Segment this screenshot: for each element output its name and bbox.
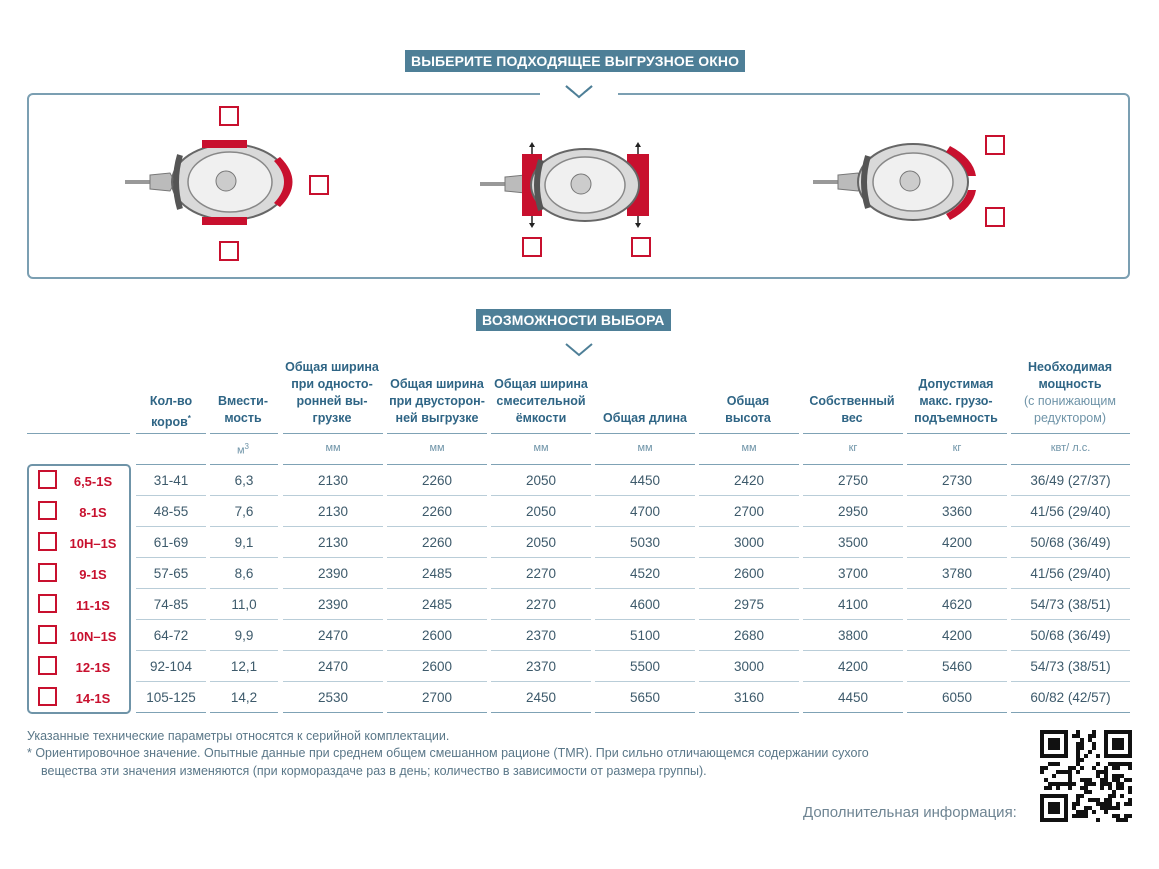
table-cell: 54/73 (38/51): [1030, 659, 1111, 674]
header-divider: [595, 433, 695, 434]
header-weight: Собственный вес: [809, 394, 895, 425]
unit-kg: кг: [952, 442, 962, 454]
table-cell: 2130: [317, 504, 349, 519]
row-divider: [136, 619, 206, 620]
row-divider: [210, 712, 278, 713]
option-checkbox[interactable]: [631, 237, 651, 257]
table-cell: 7,6: [234, 504, 254, 519]
row-divider: [283, 495, 383, 496]
table-cell: 2050: [525, 473, 557, 488]
row-divider: [699, 588, 799, 589]
row-divider: [283, 588, 383, 589]
row-divider: [491, 557, 591, 558]
model-name: 12-1S: [75, 660, 111, 675]
option-checkbox[interactable]: [219, 106, 239, 126]
table-cell: 2600: [421, 628, 453, 643]
units-divider: [803, 464, 903, 465]
table-cell: 3800: [837, 628, 869, 643]
table-cell: 3360: [941, 504, 973, 519]
row-divider: [1011, 526, 1130, 527]
model-checkbox[interactable]: [38, 470, 57, 489]
header-length: Общая длина: [603, 411, 687, 425]
row-divider: [595, 650, 695, 651]
mixer-topview-front-corners-icon: [808, 138, 983, 228]
table-cell: 2270: [525, 566, 557, 581]
row-divider: [1011, 619, 1130, 620]
chevron-down-icon: [564, 84, 594, 100]
row-divider: [491, 526, 591, 527]
table-cell: 2470: [317, 659, 349, 674]
row-divider: [907, 712, 1007, 713]
table-cell: 8,6: [234, 566, 254, 581]
header-divider: [283, 433, 383, 434]
row-divider: [699, 619, 799, 620]
units-divider: [283, 464, 383, 465]
row-divider: [387, 495, 487, 496]
table-cell: 48-55: [153, 504, 189, 519]
table-cell: 2530: [317, 690, 349, 705]
table-cell: 36/49 (27/37): [1030, 473, 1111, 488]
option-checkbox[interactable]: [522, 237, 542, 257]
table-cell: 9,1: [234, 535, 254, 550]
table-cell: 2260: [421, 535, 453, 550]
table-cell: 5650: [629, 690, 661, 705]
row-divider: [136, 681, 206, 682]
row-divider: [283, 619, 383, 620]
section-title-options: ВОЗМОЖНОСТИ ВЫБОРА: [476, 309, 671, 331]
table-cell: 2700: [421, 690, 453, 705]
table-cell: 4200: [941, 628, 973, 643]
units-divider: [387, 464, 487, 465]
qr-code-icon[interactable]: [1040, 730, 1132, 822]
section-title-discharge: ВЫБЕРИТЕ ПОДХОДЯЩЕЕ ВЫГРУЗНОЕ ОКНО: [405, 50, 745, 72]
model-name: 11-1S: [76, 598, 110, 613]
table-cell: 4620: [941, 597, 973, 612]
model-name: 10N–1S: [69, 629, 117, 644]
table-cell: 2420: [733, 473, 765, 488]
row-divider: [595, 526, 695, 527]
header-height: Общая высота: [725, 394, 771, 425]
row-divider: [803, 526, 903, 527]
table-cell: 9,9: [234, 628, 254, 643]
row-divider: [595, 712, 695, 713]
table-cell: 6,3: [234, 473, 254, 488]
header-cows: Кол-во коров*: [149, 394, 193, 430]
table-cell: 2750: [837, 473, 869, 488]
row-divider: [136, 495, 206, 496]
table-cell: 105-125: [146, 690, 196, 705]
table-cell: 2485: [421, 597, 453, 612]
row-divider: [907, 557, 1007, 558]
row-divider: [803, 557, 903, 558]
table-cell: 2485: [421, 566, 453, 581]
unit-mm: мм: [325, 442, 341, 454]
table-cell: 5030: [629, 535, 661, 550]
row-divider: [699, 557, 799, 558]
footnote-asterisk: * Ориентировочное значение. Опытные данные при среднем общем смешанном рационе (TMR). При сильно отличающемся содержании сухого: [27, 746, 869, 760]
row-divider: [1011, 650, 1130, 651]
table-cell: 4520: [629, 566, 661, 581]
model-checkbox[interactable]: [38, 563, 57, 582]
table-cell: 92-104: [149, 659, 193, 674]
header-divider: [27, 433, 130, 434]
table-cell: 2600: [733, 566, 765, 581]
row-divider: [595, 588, 695, 589]
option-checkbox[interactable]: [985, 207, 1005, 227]
unit-mm: мм: [533, 442, 549, 454]
table-cell: 4450: [837, 690, 869, 705]
row-divider: [803, 650, 903, 651]
row-divider: [210, 588, 278, 589]
header-divider: [699, 433, 799, 434]
row-divider: [803, 619, 903, 620]
row-divider: [136, 526, 206, 527]
table-cell: 2975: [733, 597, 765, 612]
row-divider: [136, 712, 206, 713]
row-divider: [491, 619, 591, 620]
row-divider: [387, 526, 487, 527]
table-cell: 3700: [837, 566, 869, 581]
row-divider: [491, 712, 591, 713]
row-divider: [387, 712, 487, 713]
table-cell: 4700: [629, 504, 661, 519]
unit-mm: мм: [429, 442, 445, 454]
row-divider: [1011, 681, 1130, 682]
header-capacity: Вмести- мость: [218, 394, 268, 425]
row-divider: [803, 681, 903, 682]
table-cell: 4200: [941, 535, 973, 550]
table-cell: 2130: [317, 535, 349, 550]
table-cell: 2470: [317, 628, 349, 643]
row-divider: [1011, 495, 1130, 496]
table-cell: 64-72: [153, 628, 189, 643]
unit-mm: мм: [741, 442, 757, 454]
row-divider: [387, 619, 487, 620]
model-checkbox[interactable]: [38, 625, 57, 644]
table-cell: 11,0: [231, 597, 257, 612]
units-divider: [907, 464, 1007, 465]
row-divider: [803, 588, 903, 589]
row-divider: [136, 588, 206, 589]
table-cell: 31-41: [153, 473, 189, 488]
footnote-general: Указанные технические параметры относятся к серийной комплектации.: [27, 729, 450, 743]
row-divider: [283, 681, 383, 682]
table-cell: 2370: [525, 628, 557, 643]
header-divider: [210, 433, 278, 434]
table-cell: 3160: [733, 690, 765, 705]
mixer-topview-two-side-icon: [475, 142, 660, 230]
row-divider: [491, 650, 591, 651]
row-divider: [491, 588, 591, 589]
model-checkbox[interactable]: [38, 501, 57, 520]
table-cell: 2390: [317, 597, 349, 612]
table-cell: 2700: [733, 504, 765, 519]
table-cell: 2390: [317, 566, 349, 581]
row-divider: [907, 619, 1007, 620]
table-cell: 2050: [525, 504, 557, 519]
row-divider: [699, 495, 799, 496]
table-cell: 6050: [941, 690, 973, 705]
row-divider: [1011, 588, 1130, 589]
table-cell: 74-85: [153, 597, 189, 612]
header-width-two-side: Общая ширина при двусторон- ней выгрузке: [389, 377, 485, 425]
table-cell: 60/82 (42/57): [1030, 690, 1111, 705]
row-divider: [803, 495, 903, 496]
row-divider: [136, 650, 206, 651]
table-cell: 2260: [421, 504, 453, 519]
table-cell: 2050: [525, 535, 557, 550]
table-cell: 2270: [525, 597, 557, 612]
row-divider: [387, 681, 487, 682]
unit-capacity: $м^3$: [236, 442, 249, 457]
model-checkbox[interactable]: [38, 687, 57, 706]
table-cell: 2370: [525, 659, 557, 674]
row-divider: [387, 557, 487, 558]
row-divider: [210, 526, 278, 527]
table-cell: 4450: [629, 473, 661, 488]
table-cell: 3000: [733, 659, 765, 674]
row-divider: [1011, 557, 1130, 558]
row-divider: [136, 557, 206, 558]
header-divider: [387, 433, 487, 434]
model-name: 9-1S: [79, 567, 107, 582]
row-divider: [1011, 712, 1130, 713]
row-divider: [387, 650, 487, 651]
option-checkbox[interactable]: [309, 175, 329, 195]
row-divider: [907, 588, 1007, 589]
header-width-one-side: Общая ширина при односто- ронней вы- грузке: [285, 360, 379, 425]
row-divider: [283, 557, 383, 558]
model-checkbox[interactable]: [38, 532, 57, 551]
table-cell: 61-69: [153, 535, 189, 550]
header-power: Необходимая мощность (с понижающим редуктором): [1023, 360, 1117, 425]
chevron-down-icon: [564, 342, 594, 358]
units-divider: [699, 464, 799, 465]
header-divider: [1011, 433, 1130, 434]
table-cell: 41/56 (29/40): [1030, 504, 1111, 519]
table-cell: 14,2: [230, 690, 258, 705]
row-divider: [803, 712, 903, 713]
unit-power: квт/ л.с.: [1050, 442, 1091, 454]
table-cell: 4200: [837, 659, 869, 674]
row-divider: [699, 650, 799, 651]
row-divider: [699, 712, 799, 713]
units-divider: [136, 464, 206, 465]
row-divider: [387, 588, 487, 589]
header-divider: [136, 433, 206, 434]
row-divider: [907, 650, 1007, 651]
model-name: 8-1S: [79, 505, 107, 520]
mixer-topview-side-front-icon: [120, 135, 305, 230]
row-divider: [210, 557, 278, 558]
unit-kg: кг: [848, 442, 858, 454]
table-cell: 2450: [525, 690, 557, 705]
table-cell: 2130: [317, 473, 349, 488]
model-checkbox[interactable]: [38, 656, 57, 675]
option-checkbox[interactable]: [985, 135, 1005, 155]
table-cell: 2680: [733, 628, 765, 643]
table-cell: 2950: [837, 504, 869, 519]
model-name: 6,5-1S: [73, 474, 113, 489]
row-divider: [491, 495, 591, 496]
row-divider: [210, 650, 278, 651]
row-divider: [907, 495, 1007, 496]
table-cell: 41/56 (29/40): [1030, 566, 1111, 581]
header-divider: [803, 433, 903, 434]
table-cell: 50/68 (36/49): [1030, 628, 1111, 643]
table-cell: 12,1: [230, 659, 258, 674]
row-divider: [283, 650, 383, 651]
units-divider: [1011, 464, 1130, 465]
option-checkbox[interactable]: [219, 241, 239, 261]
table-cell: 5460: [941, 659, 973, 674]
row-divider: [699, 681, 799, 682]
footnote-asterisk-cont: вещества эти значения изменяются (при кормораздаче раз в день; количество в зависимости от размера группы).: [41, 764, 707, 778]
row-divider: [595, 681, 695, 682]
table-cell: 2730: [941, 473, 973, 488]
row-divider: [283, 712, 383, 713]
row-divider: [907, 526, 1007, 527]
table-cell: 2260: [421, 473, 453, 488]
header-width-tub: Общая ширина смесительной ёмкости: [494, 377, 588, 425]
table-cell: 3780: [941, 566, 973, 581]
row-divider: [699, 526, 799, 527]
units-divider: [210, 464, 278, 465]
row-divider: [595, 495, 695, 496]
table-cell: 57-65: [153, 566, 189, 581]
model-name: 10H–1S: [69, 536, 117, 551]
table-cell: 2600: [421, 659, 453, 674]
row-divider: [283, 526, 383, 527]
row-divider: [210, 495, 278, 496]
table-cell: 3000: [733, 535, 765, 550]
header-divider: [491, 433, 591, 434]
header-max-load: Допустимая макс. грузо- подъемность: [914, 377, 998, 425]
header-divider: [907, 433, 1007, 434]
row-divider: [907, 681, 1007, 682]
table-cell: 5100: [629, 628, 661, 643]
units-divider: [491, 464, 591, 465]
row-divider: [210, 681, 278, 682]
table-cell: 50/68 (36/49): [1030, 535, 1111, 550]
model-name: 14-1S: [75, 691, 111, 706]
row-divider: [595, 619, 695, 620]
model-checkbox[interactable]: [38, 594, 57, 613]
more-info-label: Дополнительная информация:: [803, 804, 1017, 821]
row-divider: [595, 557, 695, 558]
table-cell: 4600: [629, 597, 661, 612]
unit-mm: мм: [637, 442, 653, 454]
table-cell: 54/73 (38/51): [1030, 597, 1111, 612]
row-divider: [210, 619, 278, 620]
table-cell: 5500: [629, 659, 661, 674]
units-divider: [595, 464, 695, 465]
row-divider: [491, 681, 591, 682]
table-cell: 4100: [837, 597, 869, 612]
table-cell: 3500: [837, 535, 869, 550]
